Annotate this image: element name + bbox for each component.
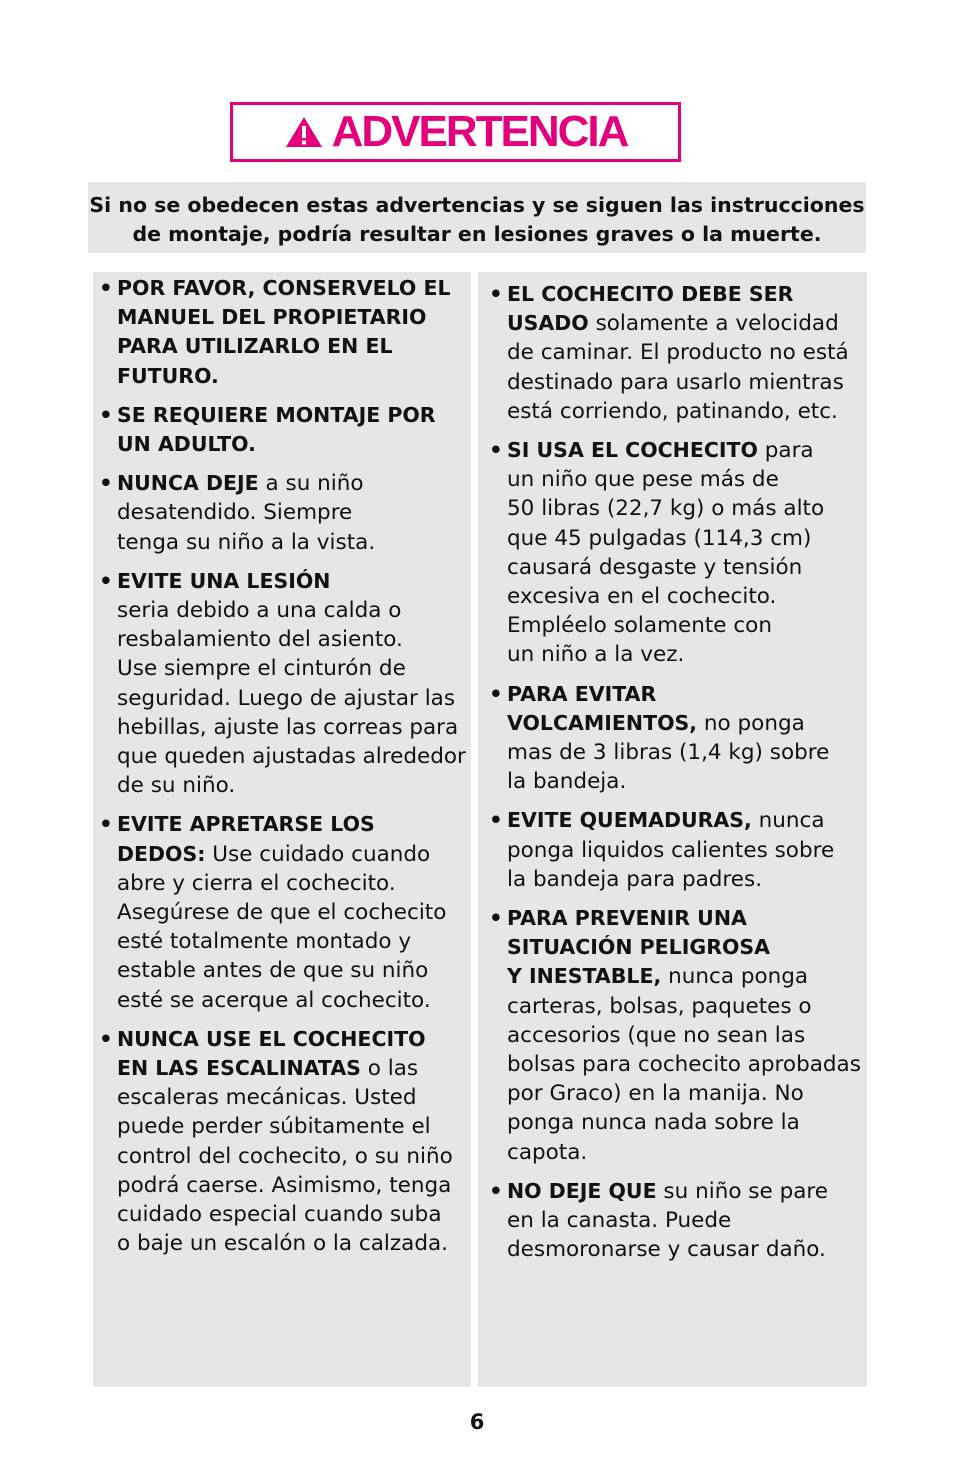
warning-item-text: bolsas para cochecito aprobadas: [507, 1052, 861, 1078]
warning-item: [489, 904, 861, 1167]
warning-item-line: [489, 1138, 861, 1167]
warning-item-line: [99, 401, 467, 430]
warning-item-line: [99, 303, 467, 332]
left-column: [93, 272, 471, 1387]
warning-item: [489, 806, 861, 894]
warning-item-line: [99, 654, 467, 683]
warning-item-line: [99, 742, 467, 771]
warning-item-line: [489, 767, 861, 796]
warning-item-keyword: DEDOS:: [117, 841, 206, 866]
warning-item-text: tenga su niño a la vista.: [117, 529, 376, 555]
warning-item-text: de caminar. El producto no está: [507, 340, 849, 366]
warning-item-keyword: MANUEL DEL PROPIETARIO: [117, 305, 427, 330]
warning-item-line: [489, 1021, 861, 1050]
warning-item-keyword: PARA UTILIZARLO EN EL: [117, 334, 393, 359]
warning-item-text: seria debido a una calda o: [117, 598, 402, 624]
warning-item-keyword: SE REQUIERE MONTAJE POR: [117, 402, 436, 427]
warning-item-line: [99, 771, 467, 800]
warning-item-text: accesorios (que no sean las: [507, 1022, 806, 1048]
warning-item-line: [99, 1229, 467, 1258]
warning-item-text: mas de 3 libras (1,4 kg) sobre: [507, 740, 830, 766]
warning-item-line: [99, 332, 467, 361]
warning-item-line: [489, 1206, 861, 1235]
warning-item-text: ponga nunca nada sobre la: [507, 1110, 800, 1136]
warning-item-line: [99, 684, 467, 713]
warning-item-text: ponga liquidos calientes sobre: [507, 837, 835, 863]
warning-item-keyword: VOLCAMIENTOS,: [507, 710, 698, 735]
warning-item: [99, 274, 467, 391]
warning-item-line: [489, 1050, 861, 1079]
warning-item-line: [99, 274, 467, 303]
intro-line: de montaje, podría resultar en lesiones graves o la muerte.: [132, 222, 822, 246]
warning-item-text: escaleras mecánicas. Usted: [117, 1085, 417, 1111]
bullet-icon: •: [489, 438, 503, 464]
warning-item-keyword: UN ADULTO.: [117, 432, 256, 457]
warning-item-line: [489, 309, 861, 338]
warning-item-line: [99, 1054, 467, 1083]
warning-item-text: carteras, bolsas, paquetes o: [507, 993, 812, 1019]
warning-item-text: Use siempre el cinturón de: [117, 656, 406, 682]
warning-item: [99, 1025, 467, 1259]
warning-item-line: [489, 738, 861, 767]
intro-warning: [88, 182, 866, 253]
warning-item-text: resbalamiento del asiento.: [117, 627, 403, 653]
warning-item-line: [99, 1112, 467, 1141]
warning-triangle-icon: [284, 115, 324, 149]
page-number: 6: [469, 1410, 485, 1434]
warning-item-text: su niño se pare: [656, 1178, 828, 1204]
warning-item-line: [99, 927, 467, 956]
warning-item-text: que queden ajustadas alrededor: [117, 744, 466, 770]
warning-item-line: [489, 368, 861, 397]
bullet-icon: •: [489, 1178, 503, 1204]
warning-item-keyword: SITUACIÓN PELIGROSA: [507, 935, 771, 960]
warning-item-line: [489, 962, 861, 991]
warning-item-line: [489, 680, 861, 709]
warning-item-keyword: POR FAVOR, CONSERVELO EL: [117, 276, 451, 300]
warning-item: [489, 680, 861, 797]
warning-item-keyword: PARA PREVENIR UNA: [507, 906, 747, 931]
warning-item-text: por Graco) en la manija. No: [507, 1081, 804, 1107]
warning-item: [99, 810, 467, 1014]
warning-item-line: [489, 1177, 861, 1206]
warning-item-text: Use cuidado cuando: [205, 841, 431, 867]
warning-item-text: está corriendo, patinando, etc.: [507, 398, 838, 424]
warning-item-text: un niño a la vez.: [507, 642, 685, 668]
warning-item: [99, 567, 467, 801]
warning-item-text: capota.: [507, 1139, 588, 1165]
warning-item-text: esté se acerque al cochecito.: [117, 987, 431, 1013]
warning-item-text: desatendido. Siempre: [117, 500, 353, 526]
warning-item-line: [489, 1108, 861, 1137]
warning-item: [489, 1177, 861, 1265]
warning-item-line: [99, 1083, 467, 1112]
warning-item-line: [99, 869, 467, 898]
warning-item-line: [99, 1142, 467, 1171]
warning-item-text: de su niño.: [117, 773, 236, 799]
warning-item-text: Asegúrese de que el cochecito: [117, 900, 447, 926]
bullet-icon: •: [489, 808, 503, 834]
warning-item-line: [99, 596, 467, 625]
bullet-icon: •: [489, 282, 503, 307]
warning-item-text: nunca: [751, 808, 825, 834]
warning-item-text: un niño que pese más de: [507, 467, 779, 493]
warning-item-text: causará desgaste y tensión: [507, 554, 803, 580]
warning-item-text: para: [757, 438, 814, 464]
warning-item-line: [99, 1200, 467, 1229]
warning-item-text: esté totalmente montado y: [117, 929, 412, 955]
bullet-icon: •: [99, 812, 113, 838]
warning-item-text: puede perder súbitamente el: [117, 1114, 431, 1140]
warning-item-line: [489, 338, 861, 367]
warning-item-line: [489, 1079, 861, 1108]
warning-item-line: [99, 713, 467, 742]
warning-item-text: control del cochecito, o su niño: [117, 1143, 453, 1169]
warning-item-line: [99, 1171, 467, 1200]
bullet-icon: •: [489, 681, 503, 707]
warning-item-line: [99, 810, 467, 839]
warning-item-line: [489, 904, 861, 933]
warning-item-line: [489, 865, 861, 894]
warning-title: ADVERTENCIA: [331, 107, 628, 156]
warning-item-keyword: SI USA EL COCHECITO: [507, 438, 758, 463]
warning-item-line: [99, 430, 467, 459]
warning-item-line: [489, 709, 861, 738]
warning-item: [489, 280, 861, 426]
warning-item-keyword: EN LAS ESCALINATAS: [117, 1056, 361, 1081]
warning-item-keyword: PARA EVITAR: [507, 681, 657, 706]
warning-item-text: excesiva en el cochecito.: [507, 584, 777, 610]
warning-item-line: [489, 397, 861, 426]
bullet-icon: •: [99, 276, 113, 301]
warning-item-line: [99, 469, 467, 498]
warning-item-line: [99, 956, 467, 985]
warning-item-line: [489, 611, 861, 640]
bullet-icon: •: [99, 568, 113, 594]
warning-item-line: [99, 625, 467, 654]
warning-item-line: [489, 494, 861, 523]
warning-item-line: [99, 362, 467, 391]
warning-item-line: [489, 806, 861, 835]
warning-item-text: a su niño: [258, 471, 364, 497]
warning-item-text: seguridad. Luego de ajustar las: [117, 685, 456, 711]
warning-item-line: [489, 992, 861, 1021]
warning-item-line: [489, 582, 861, 611]
warning-item-line: [99, 986, 467, 1015]
warning-item-line: [489, 465, 861, 494]
warning-item-text: o las: [360, 1056, 419, 1082]
warning-item-line: [489, 280, 861, 309]
warning-item-text: nunca ponga: [661, 964, 809, 990]
warning-header: [230, 102, 681, 162]
bullet-icon: •: [489, 906, 503, 932]
warning-item-text: no ponga: [697, 710, 805, 736]
warning-item-keyword: EVITE APRETARSE LOS: [117, 812, 375, 837]
warning-item-line: [489, 836, 861, 865]
warning-item-line: [489, 553, 861, 582]
right-column: [478, 272, 867, 1387]
warning-item-line: [99, 498, 467, 527]
warning-item-text: desmoronarse y causar daño.: [507, 1237, 826, 1263]
bullet-icon: •: [99, 402, 113, 428]
warning-item-text: podrá caerse. Asimismo, tenga: [117, 1172, 452, 1198]
intro-line: Si no se obedecen estas advertencias y se siguen las instrucciones: [89, 193, 865, 217]
warning-item-line: [99, 840, 467, 869]
warning-item-keyword: EVITE UNA LESIÓN: [117, 568, 331, 593]
warning-item-line: [489, 436, 861, 465]
warning-item-keyword: USADO: [507, 311, 589, 336]
warning-item-text: abre y cierra el cochecito.: [117, 870, 396, 896]
warning-item-text: 50 libras (22,7 kg) o más alto: [507, 496, 825, 522]
warning-item-line: [489, 524, 861, 553]
warning-item-text: o baje un escalón o la calzada.: [117, 1231, 449, 1257]
warning-item-keyword: Y INESTABLE,: [507, 964, 662, 989]
warning-item-keyword: EVITE QUEMADURAS,: [507, 808, 752, 833]
warning-item-keyword: NUNCA DEJE: [117, 471, 259, 496]
warning-item-text: la bandeja para padres.: [507, 866, 763, 892]
warning-item: [99, 469, 467, 557]
warning-item-text: que 45 pulgadas (114,3 cm): [507, 525, 812, 551]
warning-item-text: solamente a velocidad: [588, 311, 839, 337]
warning-item-line: [489, 640, 861, 669]
warning-item-text: hebillas, ajuste las correas para: [117, 714, 459, 740]
bullet-icon: •: [99, 1026, 113, 1052]
bullet-icon: •: [99, 471, 113, 497]
warning-item-line: [99, 528, 467, 557]
warning-item-keyword: EL COCHECITO DEBE SER: [507, 282, 794, 306]
warning-item-text: estable antes de que su niño: [117, 958, 429, 984]
warning-item-text: cuidado especial cuando suba: [117, 1202, 442, 1228]
warning-item-line: [99, 1025, 467, 1054]
warning-item: [99, 401, 467, 459]
warning-item-line: [489, 1235, 861, 1264]
warning-item-text: en la canasta. Puede: [507, 1208, 732, 1234]
warning-item-line: [99, 898, 467, 927]
warning-item-text: destinado para usarlo mientras: [507, 369, 844, 395]
warning-item-keyword: NO DEJE QUE: [507, 1178, 657, 1203]
warning-item-text: Empléelo solamente con: [507, 613, 772, 639]
warning-item-line: [99, 567, 467, 596]
warning-item-line: [489, 933, 861, 962]
warning-item-keyword: FUTURO.: [117, 363, 219, 388]
warning-item: [489, 436, 861, 670]
warning-item-keyword: NUNCA USE EL COCHECITO: [117, 1026, 426, 1051]
warning-item-text: la bandeja.: [507, 769, 627, 795]
